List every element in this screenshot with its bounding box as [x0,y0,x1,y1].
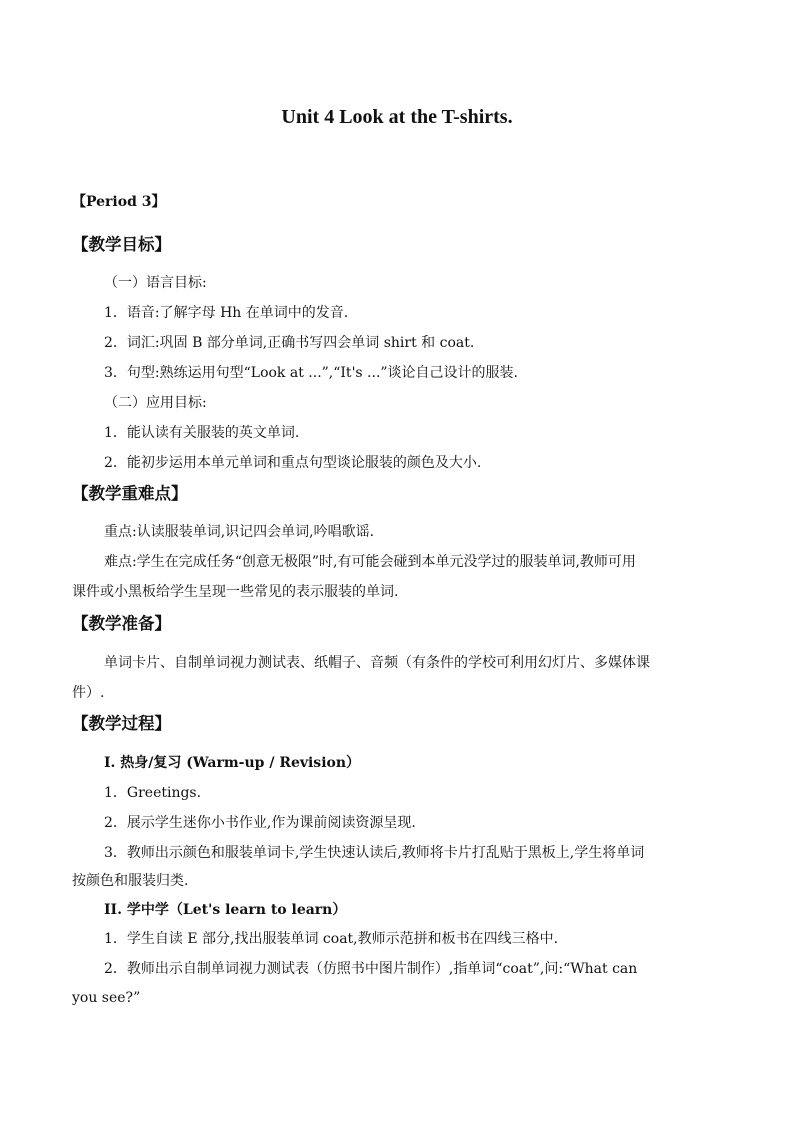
process-part-1-item-2: 2．展示学生迷你小书作业,作为课前阅读资源呈现. [104,815,416,831]
preparation-line-1: 单词卡片、自制单词视力测试表、纸帽子、音频（有条件的学校可利用幻灯片、多媒体课 [104,655,650,671]
process-part-1-item-3-cont: 按颜色和服装归类. [72,873,189,889]
document-title: Unit 4 Look at the T-shirts. [281,106,513,128]
process-part-1-item-3: 3．教师出示颜色和服装单词卡,学生快速认读后,教师将卡片打乱贴于黑板上,学生将单词 [104,845,645,861]
process-heading: 【教学过程】 [72,714,171,733]
application-goal-label: （二）应用目标: [104,395,207,411]
period-label: 【Period 3】 [72,194,166,210]
process-part-2-item-1: 1．学生自读 E 部分,找出服装单词 coat,教师示范拼和板书在四线三格中. [104,931,559,947]
process-part-1-title: I. 热身/复习 (Warm-up / Revision） [104,755,361,771]
key-points-difficulty-line-1: 难点:学生在完成任务“创意无极限”时,有可能会碰到本单元没学过的服装单词,教师可用 [104,554,636,570]
preparation-heading: 【教学准备】 [72,614,171,633]
key-points-heading: 【教学重难点】 [72,484,188,503]
process-part-2-item-2-cont: you see?” [72,990,141,1006]
language-goal-item-1: 1．语音:了解字母 Hh 在单词中的发音. [104,305,349,321]
process-part-1-item-1: 1．Greetings. [104,785,202,801]
objectives-heading: 【教学目标】 [72,235,171,254]
key-points-focus: 重点:认读服装单词,识记四会单词,吟唱歌谣. [104,524,375,540]
application-goal-item-1: 1．能认读有关服装的英文单词. [104,425,300,441]
language-goal-item-3: 3．句型:熟练运用句型“Look at ...”,“It's ...”谈论自己设计的服装. [104,365,519,381]
language-goal-label: （一）语言目标: [104,275,207,291]
process-part-2-item-2: 2．教师出示自制单词视力测试表（仿照书中图片制作）,指单词“coat”,问:“What can [104,961,638,977]
application-goal-item-2: 2．能初步运用本单元单词和重点句型谈论服装的颜色及大小. [104,455,482,471]
process-part-2-title: II. 学中学（Let's learn to learn） [104,902,347,918]
preparation-line-2: 件）. [72,685,105,701]
key-points-difficulty-line-2: 课件或小黑板给学生呈现一些常见的表示服装的单词. [72,584,399,600]
language-goal-item-2: 2．词汇:巩固 B 部分单词,正确书写四会单词 shirt 和 coat. [104,335,475,351]
